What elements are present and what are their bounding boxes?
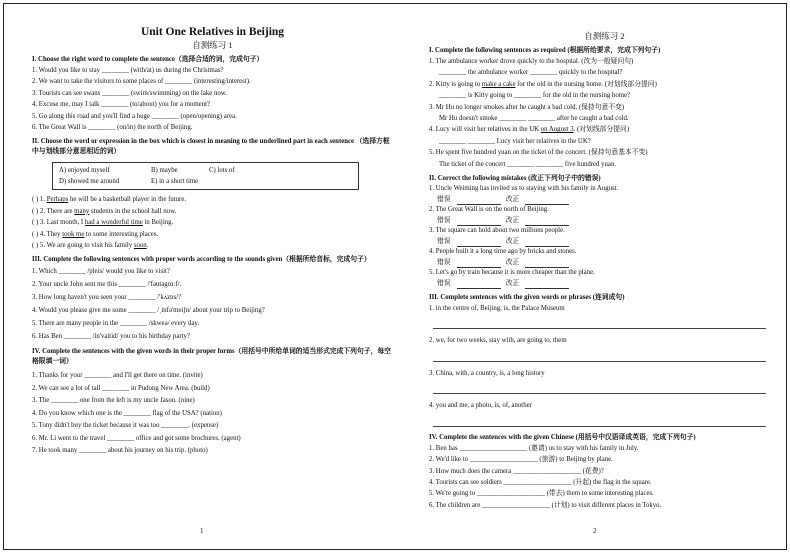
page-2 bbox=[399, 4, 787, 549]
word-box bbox=[52, 162, 359, 190]
exercise-line: 1. Ben has ____________________ (邀请) us to stay with his family in July. bbox=[429, 444, 639, 452]
answer-line bbox=[433, 320, 766, 329]
section-heading: IV. Complete the sentences with the given Chinese (用括号中汉语译成英语，完成下列句子) bbox=[429, 433, 696, 441]
box-option: A) enjoyed myself bbox=[59, 167, 110, 175]
correction-line: 错误 改正 bbox=[429, 237, 780, 248]
worksheet-spread bbox=[3, 3, 787, 550]
exercise-line: 5. Tony didn't buy the ticket because it was too ________. (expense) bbox=[32, 422, 219, 430]
exercise-line: ( ) 5. We are going to visit his family soon. bbox=[32, 242, 149, 250]
section-heading: II. Choose the word or expression in the box which is closest in meaning to the underlined part in each sentence （选择方框中与划线部分意思相近的词） bbox=[32, 138, 390, 156]
exercise-line: 3. How long haven't you seen your ________ /'kʌzns/? bbox=[32, 294, 182, 302]
section-heading: II. Correct the following mistakes (改正下列句子中的错误) bbox=[429, 175, 601, 183]
exercise-line: ( ) 2. There are many students in the school hall now. bbox=[32, 207, 177, 215]
correction-line: 错误 改正 bbox=[429, 258, 780, 269]
exercise-line: 5. He spent five hundred yuan on the ticket of the concert. (保持句意基本不变) bbox=[429, 149, 648, 157]
correction-line: 错误 改正 bbox=[429, 216, 780, 227]
page-subtitle: 自测练习 1 bbox=[192, 40, 233, 50]
exercise-line: 2. We want to take the visitors to some places of ________ (interesting/interest). bbox=[32, 78, 251, 86]
exercise-line: 6. Has Ben ________ /in'vaitid/ you to his birthday party? bbox=[32, 333, 190, 341]
section-heading: III. Complete sentences with the given words or phrases (连词成句) bbox=[429, 294, 625, 302]
exercise-line: ( ) 3. Last month, I had a wonderful time in Beijing. bbox=[32, 219, 174, 227]
exercise-line: 1. The ambulance worker drove quickly to the hospital. (改为一般疑问句) bbox=[429, 58, 634, 65]
exercise-line: Mr Hu doesn't smoke ________ ________ after he caught a bad cold. bbox=[439, 115, 629, 123]
exercise-line: 3. The square can hold about two millions people. bbox=[429, 227, 565, 235]
exercise-line: 7. He took many ________ about his journey on his trip. (photo) bbox=[32, 447, 208, 455]
exercise-line: 5. Let's go by train because it is more cheaper than the plane. bbox=[429, 269, 595, 277]
exercise-line: 2. Kitty is going to make a cake for the old in the nursing home. (对划线部分提问) bbox=[429, 80, 657, 88]
exercise-line: 1. Would you like to stay ________ (with/at) us during the Christmas? bbox=[32, 67, 224, 74]
exercise-line: 2. We'd like to ____________________ (旅游) to Beijing by plane. bbox=[429, 456, 613, 464]
exercise-line: 1. Thanks for your ________ and I'll get there on time. (invite) bbox=[32, 372, 203, 380]
section-heading: IV. Complete the sentences with the given words in their proper forms（用括号中所给单词的适当形式完成下列句子，每空格限填一词） bbox=[32, 348, 391, 366]
exercise-line: 4. Do you know which one is the ________ flag of the USA? (nation) bbox=[32, 409, 222, 417]
exercise-line: 4. Would you please give me some ________ /ˌinfə'meiʃn/ about your trip to Beijing? bbox=[32, 307, 265, 315]
section-heading: I. Complete the following sentences as required (根据所给要求，完成下列句子) bbox=[429, 47, 661, 54]
exercise-line: ________ ________ Lucy visit her relatives in the UK? bbox=[439, 137, 591, 145]
exercise-line: 4. Tourists can see soldiers ____________________ (升起) the flag in the square. bbox=[429, 478, 652, 486]
exercise-line: 4. Excuse me, may I talk ________ (to/about) you for a moment? bbox=[32, 101, 210, 109]
exercise-line: 3. China, with, a country, is, a long history bbox=[429, 369, 545, 377]
exercise-line: 5. There are many people in the ________ /skweə/ every day. bbox=[32, 320, 200, 328]
exercise-line: ( ) 1. Perhaps he will be a basketball player in the future. bbox=[32, 196, 187, 204]
answer-line bbox=[433, 418, 766, 427]
exercise-line: 3. The ________ one from the left is my uncle Jason. (nine) bbox=[32, 397, 195, 405]
page-title: Unit One Relatives in Beijing bbox=[140, 26, 285, 38]
exercise-line: ( ) 4. They took me to some interesting places. bbox=[32, 230, 159, 238]
exercise-line: 4. Lucy will visit her relatives in the UK on August 3. (对划线部分提问) bbox=[429, 126, 630, 134]
box-option: E) in a short time bbox=[151, 178, 199, 186]
exercise-line: 1. Which ________ /pleis/ would you like to visit? bbox=[32, 268, 170, 276]
answer-line bbox=[433, 353, 766, 362]
section-heading: III. Complete the following sentences with proper words according to the sounds given（根据所给音标，完成句子） bbox=[32, 256, 371, 264]
exercise-line: 2. we, for two weeks, stay with, are going to, them bbox=[429, 337, 567, 345]
exercise-line: 6. The children are ____________________ (计划) to visit different places in Tokyo. bbox=[429, 501, 662, 509]
section-heading: I. Choose the right word to complete the sentence（选择合适的词，完成句子） bbox=[32, 56, 264, 63]
correction-line: 错误 改正 bbox=[429, 195, 780, 206]
correction-line: 错误 改正 bbox=[429, 279, 780, 290]
box-option: C) lots of bbox=[209, 167, 235, 175]
exercise-line: 1. in the centre of, Beijing, is, the Palace Museum bbox=[429, 305, 565, 313]
exercise-line: 3. Tourists can see swans ________ (swim/swimming) on the lake now. bbox=[32, 89, 227, 97]
page-number: 1 bbox=[200, 527, 204, 535]
exercise-line: 2. We can see a lot of tall ________ in Pudong New Area. (build) bbox=[32, 384, 210, 392]
exercise-line: 5. Go along this road and you'll find a huge ________ (open/opening) area. bbox=[32, 112, 237, 120]
exercise-line: ________ the ambulance worker ________ quickly to the hospital? bbox=[439, 69, 623, 77]
exercise-line: The ticket of the concert ________ ________ five hundred yuan. bbox=[439, 160, 617, 168]
exercise-line: 2. The Great Wall is on the north of Beijing. bbox=[429, 206, 549, 214]
page-subtitle: 自测练习 2 bbox=[584, 31, 625, 41]
exercise-line: 4. People built it a long time ago by bricks and stones. bbox=[429, 248, 577, 256]
box-option: B) maybe bbox=[151, 167, 178, 175]
exercise-line: 3. Mr Hu no longer smokes after he caught a bad cold. (保持句意不变) bbox=[429, 103, 625, 111]
box-option: D) showed me around bbox=[59, 178, 120, 186]
exercise-line: 6. Mr. Li went to the travel ________ office and got some brochures. (agent) bbox=[32, 434, 241, 442]
exercise-line: 5. We're going to ____________________ (带去) them to some interesting places. bbox=[429, 490, 654, 498]
exercise-line: 2. Your uncle John sent me this ________ /'fəutəgrɑːf/. bbox=[32, 281, 182, 289]
exercise-line: 4. you and me, a photo, is, of, another bbox=[429, 402, 532, 410]
exercise-line: ________ is Kitty going to ________ for the old in the nursing home? bbox=[439, 92, 631, 100]
exercise-line: 1. Uncle Weiming has invited us to staying with his family in August. bbox=[429, 185, 619, 193]
exercise-line: 6. The Great Wall is ________ (on/in) the north of Beijing. bbox=[32, 124, 193, 132]
exercise-line: 3. How much does the camera ____________________ (花费)? bbox=[429, 467, 604, 475]
page-1 bbox=[4, 4, 399, 549]
page-number: 2 bbox=[593, 527, 597, 535]
answer-line bbox=[433, 385, 766, 394]
